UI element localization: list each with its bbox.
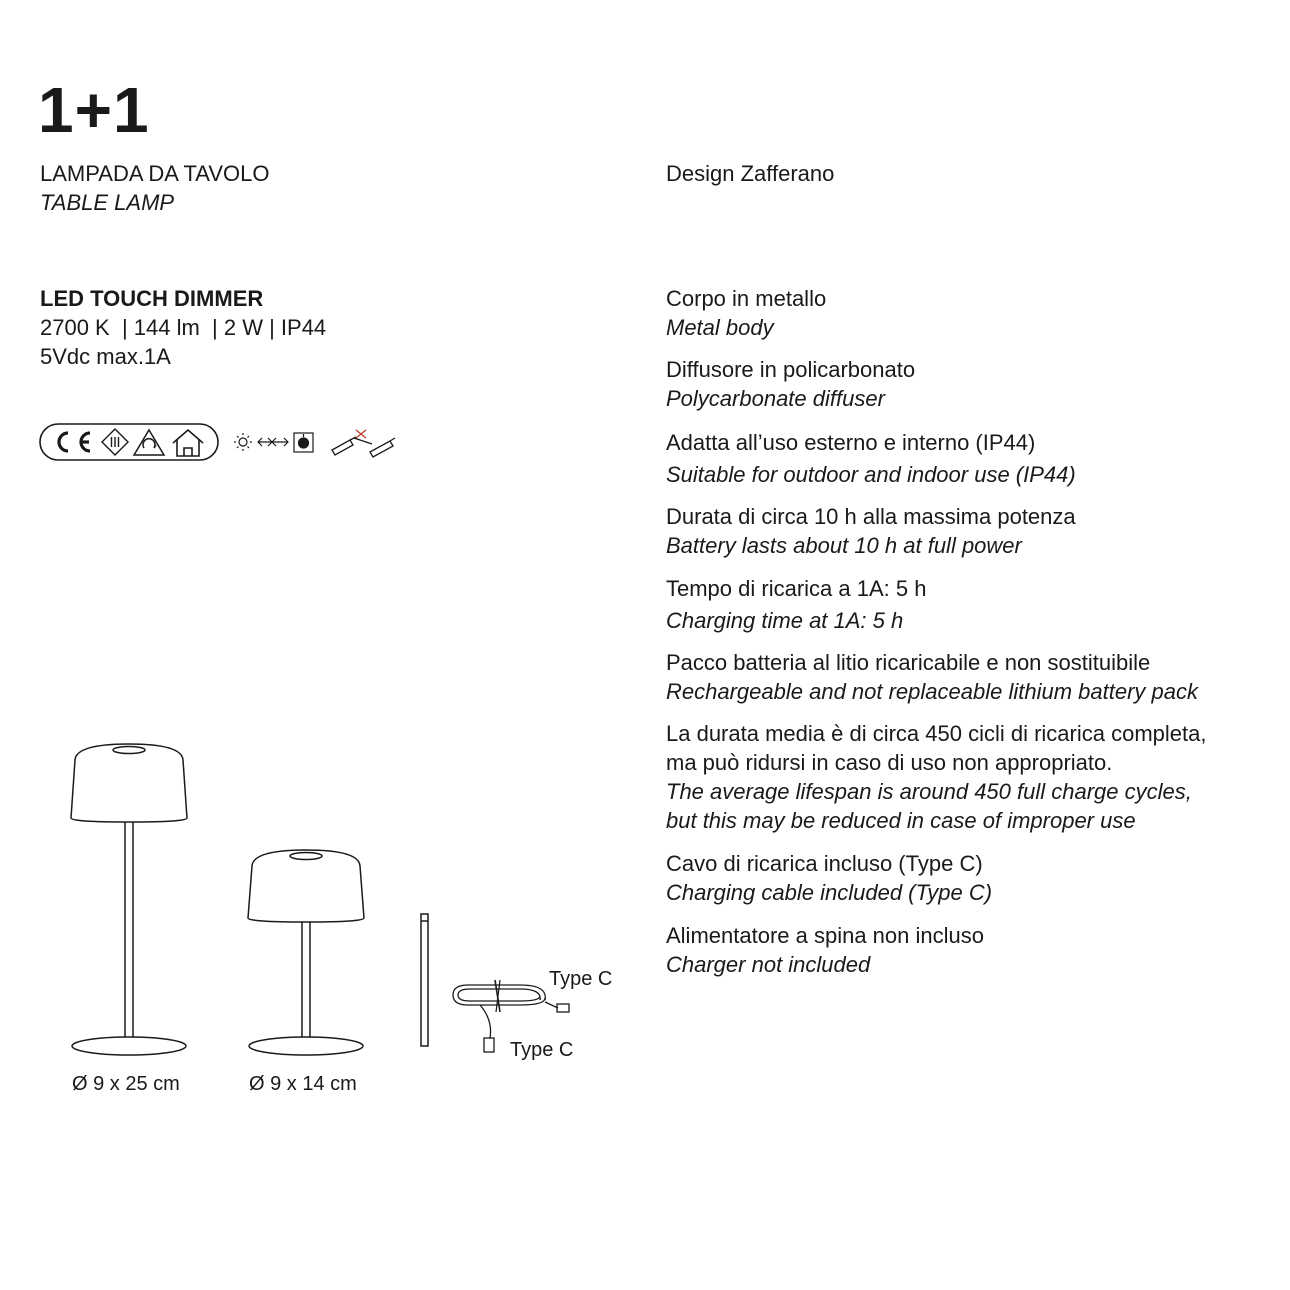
feature-charger xyxy=(666,921,984,979)
feature-en: Suitable for outdoor and indoor use (IP44) xyxy=(666,462,1076,487)
feature-battery-pack xyxy=(666,648,1198,706)
feature-it: Alimentatore a spina non incluso xyxy=(666,923,984,948)
feature-en: Rechargeable and not replaceable lithium battery pack xyxy=(666,679,1198,704)
specs-heading: LED TOUCH DIMMER xyxy=(40,286,264,311)
class-iii-icon xyxy=(102,429,128,455)
no-battery-replace-icon xyxy=(332,430,395,457)
feature-en: Charger not included xyxy=(666,952,871,977)
feature-en: Polycarbonate diffuser xyxy=(666,386,885,411)
ce-mark-icon xyxy=(59,433,90,451)
feature-diffuser xyxy=(666,355,915,413)
feature-charging-time xyxy=(666,573,926,637)
feature-battery-duration xyxy=(666,502,1076,560)
sun-dimmer-icon xyxy=(234,433,313,452)
product-type-it: LAMPADA DA TAVOLO xyxy=(40,161,270,186)
tall-lamp-size: Ø 9 x 25 cm xyxy=(72,1073,180,1095)
designer: Design Zafferano xyxy=(666,161,835,186)
tall-lamp-drawing xyxy=(71,744,187,1055)
cable-label-2: Type C xyxy=(510,1039,574,1061)
stem-rod-drawing xyxy=(421,914,428,1046)
feature-it: Cavo di ricarica incluso (Type C) xyxy=(666,851,983,876)
feature-en: Charging cable included (Type C) xyxy=(666,880,993,905)
specs-line-1: 2700 K | 144 lm | 2 W | IP44 xyxy=(40,315,327,340)
short-lamp-size: Ø 9 x 14 cm xyxy=(249,1073,357,1095)
feature-it: Corpo in metallo xyxy=(666,286,827,311)
feature-cable xyxy=(666,849,992,907)
features-list xyxy=(666,284,1266,1004)
short-lamp-drawing xyxy=(248,850,364,1055)
cable-label-1: Type C xyxy=(549,968,613,990)
feature-metal-body xyxy=(666,284,826,342)
product-type-en: TABLE LAMP xyxy=(40,190,175,215)
feature-en: Metal body xyxy=(666,315,774,340)
feature-it: Adatta all’uso esterno e interno (IP44) xyxy=(666,430,1036,455)
product-drawings xyxy=(0,730,640,1070)
feature-it: La durata media è di circa 450 cicli di ricarica completa, xyxy=(666,721,1207,746)
certification-icons xyxy=(38,422,400,464)
feature-it: Durata di circa 10 h alla massima potenza xyxy=(666,504,1076,529)
feature-en-2: but this may be reduced in case of improper use xyxy=(666,808,1136,833)
feature-it: Pacco batteria al litio ricaricabile e non sostituibile xyxy=(666,650,1151,675)
feature-en: Charging time at 1A: 5 h xyxy=(666,608,904,633)
feature-ip44 xyxy=(666,427,1076,491)
feature-en: Battery lasts about 10 h at full power xyxy=(666,533,1022,558)
indoor-use-icon xyxy=(173,430,203,456)
specs-line-2: 5Vdc max.1A xyxy=(40,344,171,369)
feature-it-2: ma può ridursi in caso di uso non appropriato. xyxy=(666,750,1113,775)
recycling-triangle-icon xyxy=(134,430,164,455)
product-name: 1+1 xyxy=(38,74,150,146)
feature-lifespan xyxy=(666,719,1206,835)
feature-it: Tempo di ricarica a 1A: 5 h xyxy=(666,576,927,601)
feature-it: Diffusore in policarbonato xyxy=(666,357,916,382)
specs-block xyxy=(40,284,326,371)
feature-en: The average lifespan is around 450 full charge cycles, xyxy=(666,779,1192,804)
